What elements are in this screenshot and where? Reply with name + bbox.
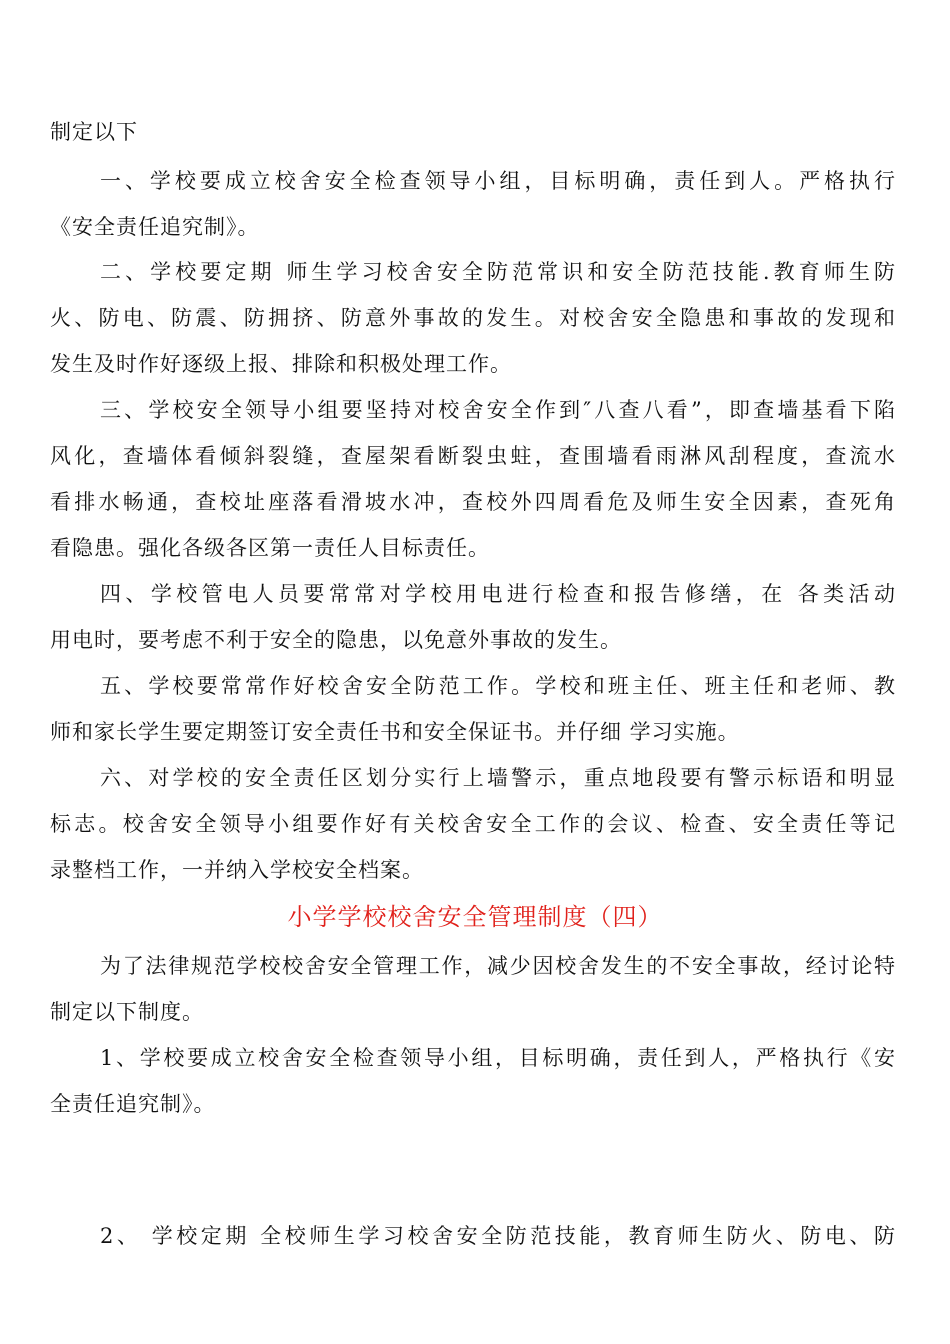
text-line: 一、学校要成立校舍安全检查领导小组，目标明确，责任到人。严格执行 — [100, 169, 896, 193]
text-line: 2、 学校定期 全校师生学习校舍安全防范技能，教育师生防火、防电、防 — [100, 1224, 896, 1248]
text-line: 三、学校安全领导小组要坚持对校舍安全作到″八查八看”，即查墙基看下陷 — [100, 398, 896, 422]
text-line: 1、学校要成立校舍安全检查领导小组，目标明确，责任到人，严格执行《安 — [100, 1046, 896, 1070]
text-line: 火、防电、防震、防拥挤、防意外事故的发生。对校舍安全隐患和事故的发现和 — [50, 306, 896, 330]
text-line: 四、学校管电人员要常常对学校用电进行检查和报告修缮，在 各类活动 — [100, 582, 896, 606]
text-line: 看隐患。强化各级各区第一责任人目标责任。 — [50, 536, 490, 560]
text-line: 《安全责任追究制》。 — [50, 215, 260, 239]
text-line: 看排水畅通，查校址座落看滑坡水冲，查校外四周看危及师生安全因素，查死角 — [50, 490, 896, 514]
text-line: 五、学校要常常作好校舍安全防范工作。学校和班主任、班主任和老师、教 — [100, 674, 896, 698]
text-line: 风化，查墙体看倾斜裂缝，查屋架看断裂虫蛀，查围墙看雨淋风刮程度，查流水 — [50, 444, 896, 468]
text-line: 标志。校舍安全领导小组要作好有关校舍安全工作的会议、检查、安全责任等记 — [50, 812, 896, 836]
text-line: 制定以下 — [50, 120, 138, 144]
text-line: 用电时，要考虑不利于安全的隐患，以免意外事故的发生。 — [50, 628, 622, 652]
text-line: 制定以下制度。 — [50, 1000, 204, 1024]
text-line: 录整档工作，一并纳入学校安全档案。 — [50, 858, 424, 882]
text-line: 发生及时作好逐级上报、排除和积极处理工作。 — [50, 352, 512, 376]
text-line: 为了法律规范学校校舍安全管理工作，减少因校舍发生的不安全事故，经讨论特 — [100, 954, 896, 978]
text-line: 六、对学校的安全责任区划分实行上墙警示，重点地段要有警示标语和明显 — [100, 766, 896, 790]
text-line: 师和家长学生要定期签订安全责任书和安全保证书。并仔细 学习实施。 — [50, 720, 740, 744]
text-line: 全责任追究制》。 — [50, 1092, 216, 1116]
text-line: 二、学校要定期 师生学习校舍安全防范常识和安全防范技能.教育师生防 — [100, 260, 896, 284]
section-heading: 小学学校校舍安全管理制度（四） — [287, 903, 663, 931]
